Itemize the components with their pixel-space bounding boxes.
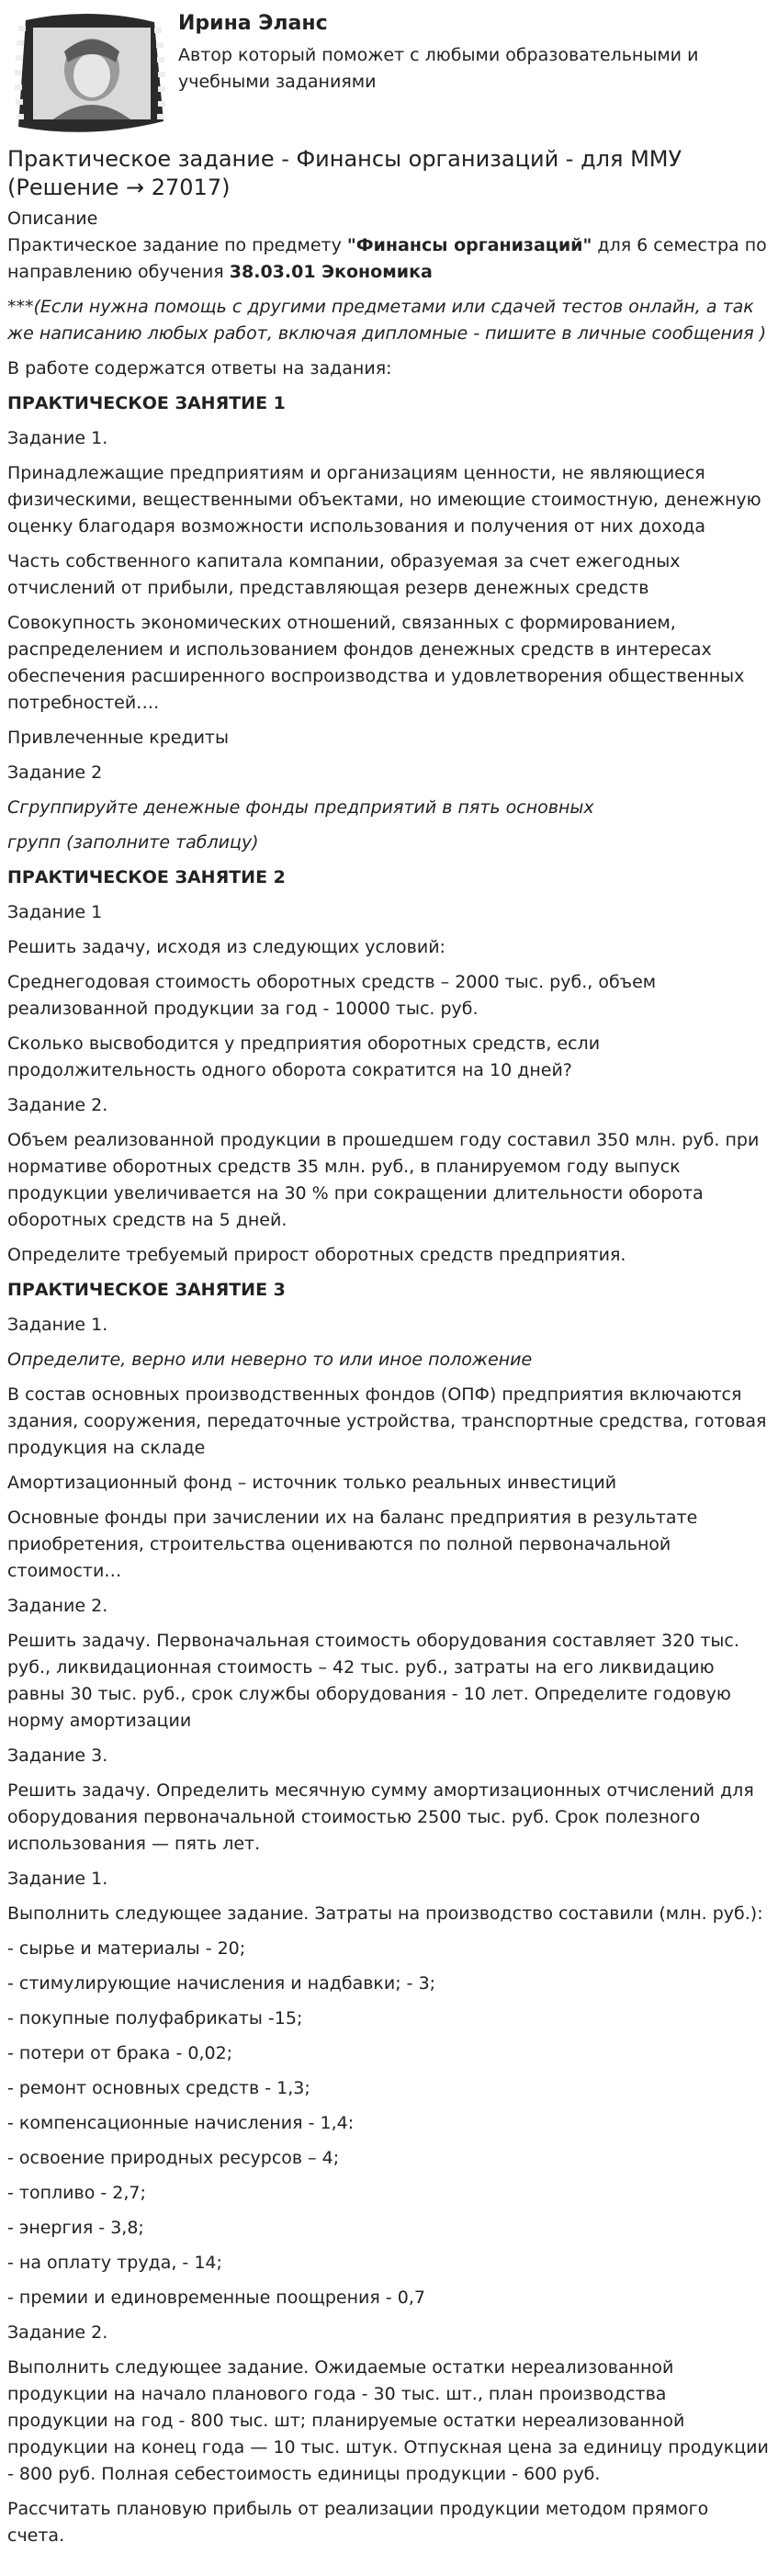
- task-text: Совокупность экономических отношений, связанных с формированием, распределением и использованием фондов денежных средств в интересах обеспечения расширенного воспроизводства и удовлетворения общественных потребностей….: [7, 613, 745, 713]
- help-note: ***(Если нужна помощь с другими предметами или сдачей тестов онлайн, а так же написанию любых работ, включая дипломные - пишите в личные сообщения ): [7, 297, 767, 344]
- intro-paragraph: [7, 232, 769, 286]
- author-block: [7, 11, 769, 140]
- task-label: Задание 1: [7, 902, 103, 922]
- avatar[interactable]: [7, 11, 173, 140]
- section-heading-3: ПРАКТИЧЕСКОЕ ЗАНЯТИЕ 3: [7, 1280, 286, 1300]
- task-label: Задание 3.: [7, 1746, 108, 1766]
- task-text: Часть собственного капитала компании, образуемая за счет ежегодных отчислений от прибыли, представляющая резерв денежных средств: [7, 551, 681, 598]
- task-text: В состав основных производственных фондов (ОПФ) предприятия включаются здания, сооружения, передаточные устройства, транспортные средства, готовая продукция на складе: [7, 1384, 767, 1458]
- avatar-film-frame-image: [7, 11, 173, 140]
- cost-item: - на оплату труда, - 14;: [7, 2253, 222, 2273]
- task-text: Решить задачу. Определить месячную сумму амортизационных отчислений для оборудования первоначальной стоимостью 2500 тыс. руб. Срок полезного использования — пять лет.: [7, 1780, 754, 1854]
- contains-text: В работе содержатся ответы на задания:: [7, 358, 392, 378]
- task-text: Выполнить следующее задание. Ожидаемые остатки нереализованной продукции на начало планового года - 30 тыс. шт., план производства продукции на год - 800 тыс. шт; планируемые остатки нереализованной продукции на конец года — 10 тыс. штук. Отпускная цена за единицу продукции - 800 руб. Полная себестоимость единицы продукции - 600 руб.: [7, 2357, 769, 2484]
- intro-part1: Практическое задание по предмету: [7, 235, 347, 255]
- task-label: Задание 2: [7, 763, 103, 783]
- task-label: Задание 2.: [7, 1596, 108, 1616]
- cost-item: - топливо - 2,7;: [7, 2183, 146, 2203]
- cost-item: - компенсационные начисления - 1,4:: [7, 2113, 355, 2133]
- task-text: Принадлежащие предприятиям и организациям ценности, не являющиеся физическими, вещественными объектами, но имеющие стоимостную, денежную оценку благодаря возможности использования и получения от них дохода: [7, 463, 761, 537]
- task-text: Решить задачу, исходя из следующих условий:: [7, 937, 445, 957]
- intro-subject: "Финансы организаций": [346, 235, 592, 255]
- title-solution-id: (Решение → 27017): [7, 175, 231, 200]
- task-label: Задание 1.: [7, 1315, 108, 1335]
- task-text: Привлеченные кредиты: [7, 728, 229, 748]
- intro-code: 38.03.01 Экономика: [229, 262, 433, 282]
- task-text: Сгруппируйте денежные фонды предприятий в пять основных: [7, 797, 594, 818]
- task-text: Решить задачу. Первоначальная стоимость оборудования составляет 320 тыс. руб., ликвидационная стоимость – 42 тыс. руб., затраты на его ликвидацию равны 30 тыс. руб., срок службы оборудования - 10 лет. Определите годовую норму амортизации: [7, 1631, 739, 1731]
- section-heading-1: ПРАКТИЧЕСКОЕ ЗАНЯТИЕ 1: [7, 393, 286, 413]
- cost-item: - ремонт основных средств - 1,3;: [7, 2078, 310, 2098]
- task-text: Амортизационный фонд – источник только реальных инвестиций: [7, 1473, 617, 1493]
- author-name[interactable]: Ирина Эланс: [178, 12, 328, 35]
- cost-item: - потери от брака - 0,02;: [7, 2043, 233, 2063]
- cost-item: - покупные полуфабрикаты -15;: [7, 2008, 303, 2028]
- task-text: Сколько высвободится у предприятия оборотных средств, если продолжительность одного оборота сократится на 10 дней?: [7, 1034, 601, 1080]
- task-text: Выполнить следующее задание. Затраты на производство составили (млн. руб.):: [7, 1904, 763, 1924]
- cost-item: - стимулирующие начисления и надбавки; - 3;: [7, 1973, 436, 1994]
- task-text: Определите, верно или неверно то или иное положение: [7, 1350, 533, 1370]
- task-text: Среднегодовая стоимость оборотных средств – 2000 тыс. руб., объем реализованной продукции за год - 10000 тыс. руб.: [7, 972, 657, 1019]
- cost-item: - энергия - 3,8;: [7, 2218, 144, 2238]
- intro-part2: для 6 семестра по направлению обучения: [7, 235, 767, 282]
- task-text: Объем реализованной продукции в прошедшем году составил 350 млн. руб. при нормативе оборотных средств 35 млн. руб., в планируемом году выпуск продукции увеличивается на 30 % при сокращении длительности оборота оборотных средств на 5 дней.: [7, 1130, 760, 1230]
- cost-item: - премии и единовременные поощрения - 0,7: [7, 2288, 425, 2308]
- page-title: [7, 145, 769, 202]
- description-label: Описание: [7, 209, 98, 229]
- title-main: Практическое задание - Финансы организаций - для ММУ: [7, 146, 682, 172]
- author-info: [173, 11, 729, 96]
- task-label: Задание 1.: [7, 428, 108, 448]
- task-label: Задание 2.: [7, 1095, 108, 1115]
- task-text: Основные фонды при зачислении их на баланс предприятия в результате приобретения, строительства оцениваются по полной первоначальной стоимости…: [7, 1508, 698, 1581]
- task-label: Задание 1.: [7, 1869, 108, 1889]
- author-description: Автор который поможет с любыми образовательными и учебными заданиями: [178, 45, 699, 92]
- task-text: групп (заполните таблицу): [7, 832, 259, 853]
- task-text: Определите требуемый прирост оборотных средств предприятия.: [7, 1245, 626, 1265]
- cost-item: - сырье и материалы - 20;: [7, 1938, 246, 1959]
- task-text: Рассчитать плановую прибыль от реализации продукции методом прямого счета.: [7, 2499, 709, 2546]
- section-heading-2: ПРАКТИЧЕСКОЕ ЗАНЯТИЕ 2: [7, 867, 286, 887]
- cost-item: - освоение природных ресурсов – 4;: [7, 2148, 340, 2168]
- task-label: Задание 2.: [7, 2322, 108, 2343]
